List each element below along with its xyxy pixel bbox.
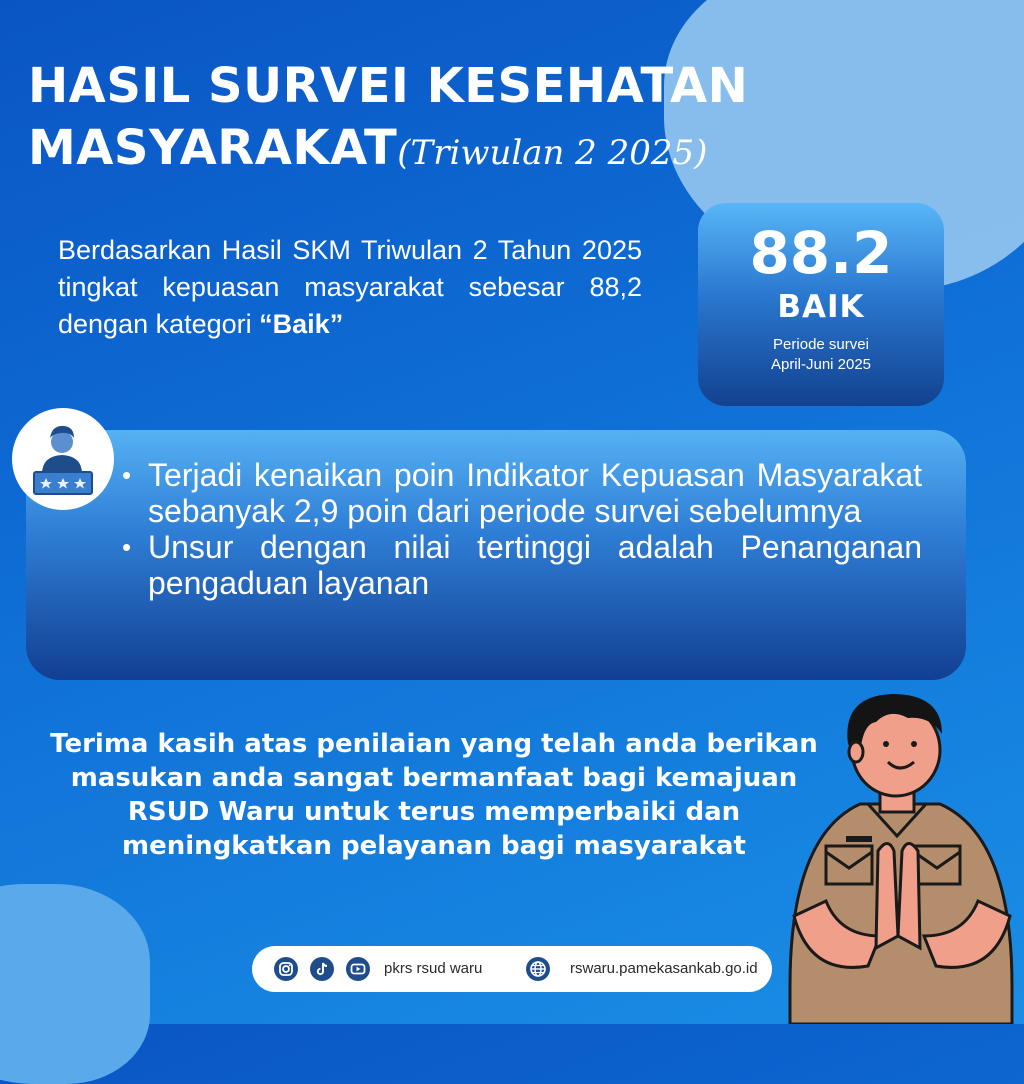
survey-period-range: April-Juni 2025 [770, 356, 872, 373]
title-line-2 [28, 117, 788, 184]
social-handle[interactable]: pkrs rsud waru [384, 960, 483, 977]
instagram-icon[interactable] [274, 957, 298, 981]
intro-paragraph [58, 232, 642, 343]
rating-person-icon [12, 408, 114, 510]
highlight-item: • Unsur dengan nilai tertinggi adalah Penanganan pengaduan layanan [122, 529, 922, 601]
title-main-word: MASYARAKAT [28, 120, 398, 176]
globe-icon[interactable] [526, 957, 550, 981]
footer-bar [252, 946, 772, 992]
intro-highlight: “Baik” [259, 309, 344, 339]
page-title [28, 55, 788, 184]
thank-you-line: Terima kasih atas penilaian yang telah anda berikan [50, 729, 818, 759]
survey-period [698, 335, 944, 375]
thank-you-line: RSUD Waru untuk terus memperbaiki dan [127, 797, 741, 827]
highlight-item: • Terjadi kenaikan poin Indikator Kepuasan Masyarakat sebanyak 2,9 poin dari periode survei sebelumnya [122, 457, 922, 529]
thank-you-line: masukan anda sangat bermanfaat bagi kemajuan [70, 763, 798, 793]
score-value: 88.2 [749, 219, 893, 287]
staff-greeting-illustration [780, 686, 1024, 1024]
tiktok-icon[interactable] [310, 957, 334, 981]
thank-you-line: meningkatkan pelayanan bagi masyarakat [122, 831, 746, 861]
decorative-blob-bottom-left [0, 884, 150, 1084]
highlights-card [26, 430, 966, 680]
intro-text: Berdasarkan Hasil SKM Triwulan 2 Tahun 2025 tingkat kepuasan masyarakat sebesar 88,2 dengan kategori [58, 235, 642, 339]
thank-you-message [0, 727, 868, 863]
score-category: BAIK [777, 289, 865, 325]
survey-period-label: Periode survei [773, 336, 869, 353]
title-subtitle: (Triwulan 2 2025) [397, 133, 708, 173]
highlights-list [122, 457, 922, 601]
score-card [698, 203, 944, 406]
website-link[interactable]: rswaru.pamekasankab.go.id [570, 960, 758, 977]
title-line-1: HASIL SURVEI KESEHATAN [28, 58, 749, 114]
youtube-icon[interactable] [346, 957, 370, 981]
